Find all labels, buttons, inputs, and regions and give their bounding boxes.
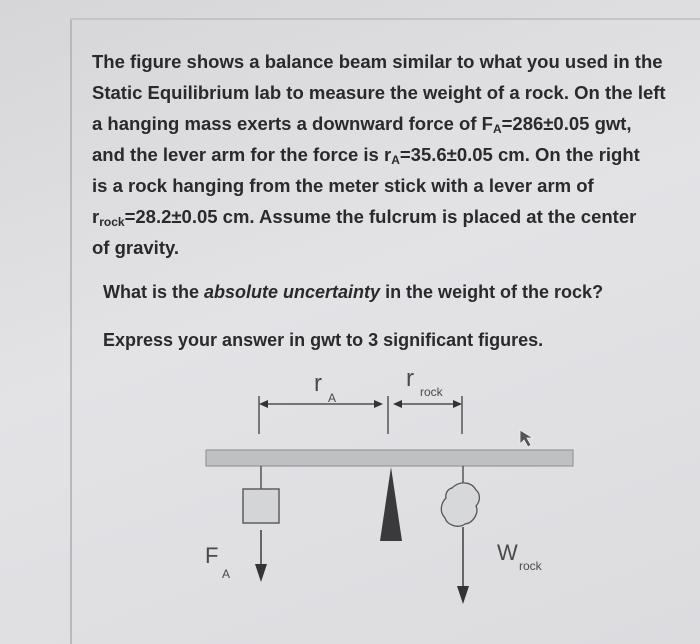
arrowhead-left <box>259 400 268 408</box>
weight-rock-arrowhead <box>457 586 469 604</box>
hanging-mass-box <box>243 489 279 523</box>
lever-arm-dimensions <box>259 396 462 434</box>
question-line-3: a hanging mass exerts a downward force of $F_A=286\pm 0.05$ gwt, <box>92 113 632 136</box>
question-line-4: and the lever arm for the force is $r_A=35.6\pm 0.05$ cm. On the right <box>92 144 640 167</box>
arrowhead-center-right <box>393 400 402 408</box>
answer-instructions: Express your answer in gwt to 3 significant figures. <box>103 330 544 350</box>
meter-stick-beam <box>206 450 573 466</box>
question-line-5: is a rock hanging from the meter stick with a lever arm of <box>92 175 594 196</box>
w-rock-subscript: rock <box>519 559 542 573</box>
f-a-subscript: A <box>222 567 231 581</box>
uncertainty-question: What is the absolute uncertainty in the weight of the rock? <box>103 282 604 302</box>
r-a-subscript: A <box>328 391 337 405</box>
f-a-label: F <box>205 543 219 568</box>
question-line-2: Static Equilibrium lab to measure the weight of a rock. On the left <box>92 82 666 103</box>
arrowhead-center-left <box>374 400 383 408</box>
r-rock-label: r <box>406 365 414 392</box>
r-a-label: r <box>314 370 322 397</box>
question-line-6: $r_{rock}=28.2\pm 0.05$ cm. Assume the fulcrum is placed at the center <box>92 206 637 229</box>
fulcrum-triangle <box>380 467 402 541</box>
question-line-1: The figure shows a balance beam similar to what you used in the <box>92 51 663 72</box>
force-a-arrowhead <box>255 564 267 582</box>
cursor-icon <box>520 430 533 447</box>
w-rock-label: W <box>497 540 518 565</box>
rock-shape <box>441 483 479 526</box>
arrowhead-right <box>453 400 462 408</box>
question-line-7: of gravity. <box>92 237 180 258</box>
r-rock-subscript: rock <box>420 385 443 399</box>
